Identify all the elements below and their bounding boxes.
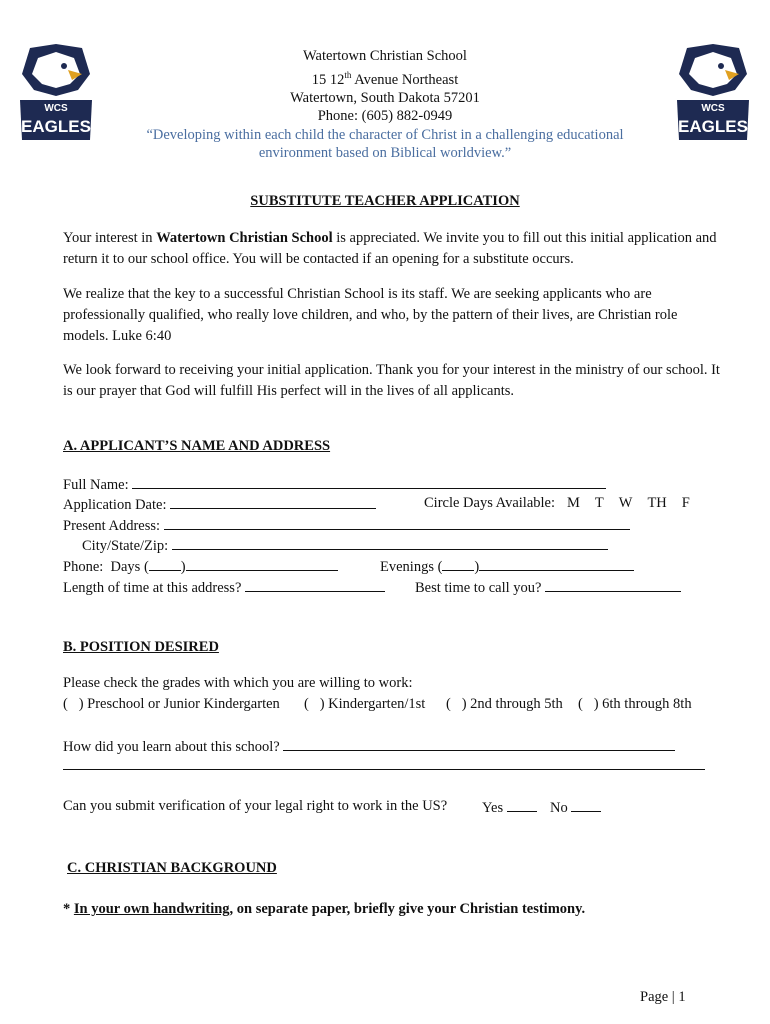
intro-paragraph-3: We look forward to receiving your initial application. Thank you for your interest in the ministry of our school. It is our prayer that God will fulfill His perfect will in the lives of all applicants.	[63, 362, 720, 399]
present-address-label: Present Address:	[63, 518, 161, 534]
evenings-label: Evenings (	[380, 559, 443, 575]
city-state-zip: Watertown, South Dakota 57201	[290, 89, 480, 106]
phone-evenings-paren: )	[474, 559, 480, 575]
grade-option-preschool[interactable]: ( ) Preschool or Junior Kindergarten	[63, 696, 280, 712]
application-date-field[interactable]	[170, 495, 376, 509]
logo-eagles-text: EAGLES	[21, 117, 91, 136]
application-date-label: Application Date:	[63, 497, 167, 513]
intro-paragraph-1	[63, 228, 723, 270]
letterhead	[110, 47, 660, 163]
page-number: Page | 1	[640, 989, 686, 1005]
grade-option-6-8[interactable]: ( ) 6th through 8th	[578, 696, 692, 712]
legal-no-field[interactable]	[571, 798, 601, 812]
street-number: 15 12	[311, 71, 345, 88]
school-name: Watertown Christian School	[303, 48, 467, 64]
full-name-label: Full Name:	[63, 477, 129, 493]
best-time-field[interactable]	[545, 578, 681, 592]
best-time-label: Best time to call you?	[415, 580, 542, 596]
learn-about-field[interactable]	[283, 737, 675, 751]
logo-eagles-text: EAGLES	[678, 117, 748, 136]
circle-days-label: Circle Days Available:	[424, 495, 555, 511]
legal-no-label: No	[550, 800, 568, 816]
circle-days-row	[424, 495, 690, 512]
grade-option-2-5[interactable]: ( ) 2nd through 5th	[446, 696, 563, 712]
legal-yes-row	[482, 798, 537, 817]
present-address-field[interactable]	[164, 516, 630, 530]
present-address-row	[63, 516, 630, 535]
length-at-address-field[interactable]	[245, 578, 385, 592]
phone-evenings-area-code[interactable]	[442, 557, 474, 571]
city-state-zip-field[interactable]	[172, 536, 608, 550]
day-tuesday[interactable]: T	[594, 495, 604, 511]
legal-right-label: Can you submit verification of your legal right to work in the US?	[63, 798, 448, 814]
section-b-heading: B. POSITION DESIRED	[63, 639, 219, 655]
asterisk: *	[63, 901, 74, 917]
testimony-instruction-rest: , on separate paper, briefly give your Christian testimony.	[229, 901, 586, 917]
phone-days-paren: )	[180, 559, 186, 575]
street-number-suffix: th	[344, 69, 352, 80]
intro-school-name: Watertown Christian School	[156, 230, 333, 246]
intro-text: Your interest in	[63, 230, 157, 246]
testimony-instruction	[63, 901, 585, 918]
phone-days-label: Phone: Days (	[63, 559, 149, 575]
phone-evenings-field[interactable]	[479, 557, 634, 571]
eagles-logo-left	[16, 44, 96, 144]
city-state-zip-row	[82, 536, 608, 555]
phone-days-row	[63, 557, 338, 576]
grades-prompt: Please check the grades with which you are willing to work:	[63, 675, 413, 691]
day-monday[interactable]: M	[567, 495, 580, 511]
section-c-heading: C. CHRISTIAN BACKGROUND	[67, 860, 277, 876]
intro-paragraph-2: We realize that the key to a successful Christian School is its staff. We are seeking applicants who are professionally qualified, who really love children, and who, by the pattern of their lives, are Christian role models. Luke 6:40	[63, 286, 678, 344]
learn-about-field-line-2[interactable]	[63, 769, 705, 770]
day-wednesday[interactable]: W	[618, 495, 633, 511]
street-address	[110, 66, 660, 89]
intro-text-end: is appreciated. We invite you to fill out this initial application and return it to our school office. You will be contacted if an opening for a substitute occurs.	[63, 230, 717, 267]
length-at-address-row	[63, 578, 385, 597]
legal-yes-label: Yes	[482, 800, 504, 816]
legal-right-row	[63, 798, 447, 815]
phone-evenings-row	[380, 557, 634, 576]
legal-no-row	[550, 798, 601, 817]
section-a-heading: A. APPLICANT’S NAME AND ADDRESS	[63, 438, 331, 454]
learn-about-row	[63, 737, 675, 756]
eagles-logo-right	[673, 44, 753, 144]
mission-statement: “Developing within each child the character of Christ in a challenging educational environment based on Biblical worldview.”	[146, 126, 624, 162]
phone-days-field[interactable]	[186, 557, 338, 571]
best-time-row	[415, 578, 681, 597]
grade-option-kindergarten[interactable]: ( ) Kindergarten/1st	[304, 696, 426, 712]
city-state-zip-label: City/State/Zip:	[82, 538, 169, 554]
page-title: SUBSTITUTE TEACHER APPLICATION	[250, 193, 520, 209]
application-date-row	[63, 495, 376, 514]
phone-days-area-code[interactable]	[149, 557, 181, 571]
day-thursday[interactable]: TH	[647, 495, 667, 511]
street-name: Avenue Northeast	[351, 71, 459, 88]
phone-number: Phone: (605) 882-0949	[317, 108, 453, 125]
day-friday[interactable]: F	[681, 495, 690, 511]
full-name-row	[63, 475, 606, 494]
full-name-field[interactable]	[132, 475, 606, 489]
learn-about-label: How did you learn about this school?	[63, 739, 280, 755]
length-at-address-label: Length of time at this address?	[63, 580, 242, 596]
logo-wcs-text: WCS	[701, 103, 725, 114]
legal-yes-field[interactable]	[507, 798, 537, 812]
handwriting-emphasis: In your own handwriting	[73, 901, 230, 917]
logo-wcs-text: WCS	[44, 103, 68, 114]
